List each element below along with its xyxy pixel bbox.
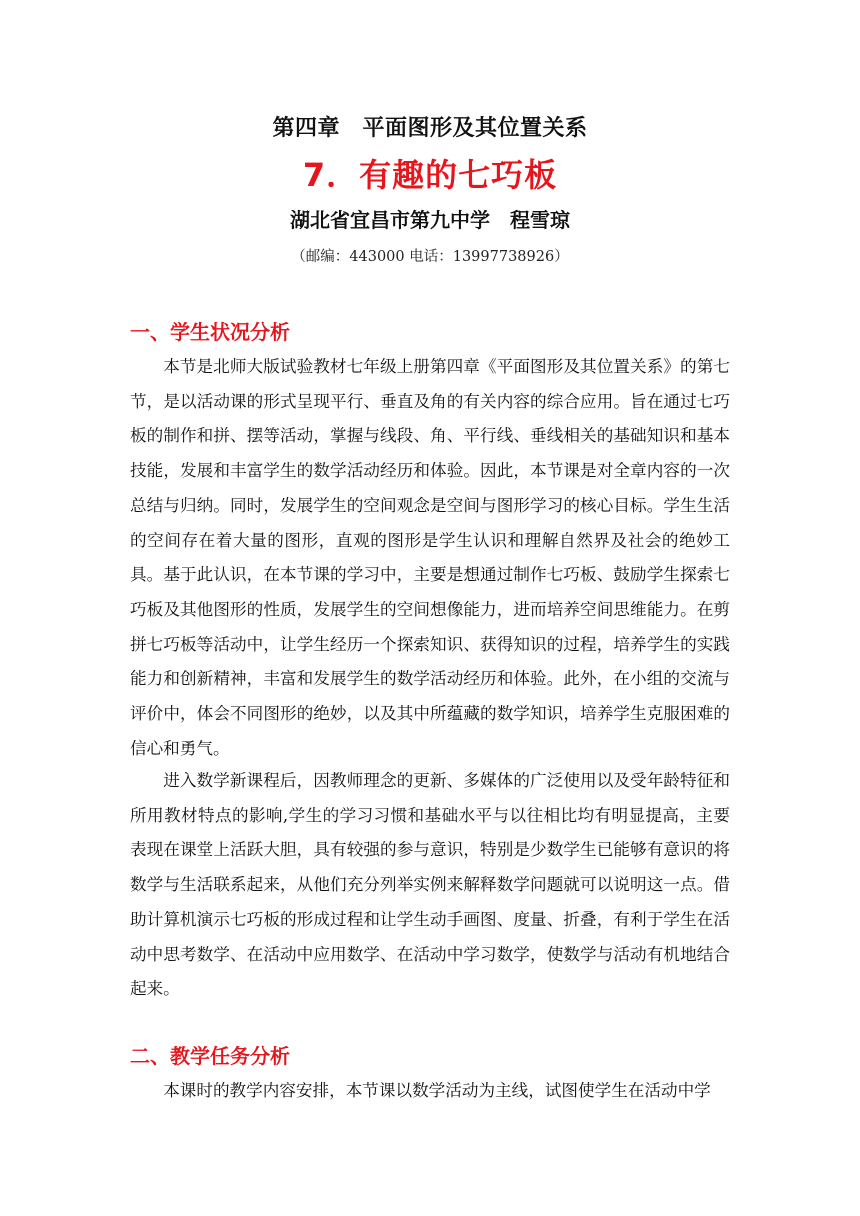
section-heading-student-analysis: 一、学生状况分析 [130,320,290,344]
paragraph: 本课时的教学内容安排，本节课以数学活动为主线，试图使学生在活动中学 [163,1081,711,1100]
chapter-heading: 第四章 平面图形及其位置关系 [272,116,588,141]
contact-info: （邮编：443000 电话：13997738926） [291,249,569,265]
paragraph: 本节是北师大版试验教材七年级上册第四章《平面图形及其位置关系》的第七节，是以活动课的形式呈现平行、垂直及角的有关内容的综合应用。旨在通过七巧板的制作和拼、摆等活动，掌握与线段、角、平行线、垂线相关的基础知识和基本技能，发展和丰富学生的数学活动经历和体验。因此，本节课是对全章内容的一次总结与归纳。同时，发展学生的空间观念是空间与图形学习的核心目标。学生生活的空间存在着大量的图形，直观的图形是学生认识和理解自然界及社会的绝妙工具。基于此认识，在本节课的学习中，主要是想通过制作七巧板、鼓励学生探索七巧板及其他图形的性质，发展学生的空间想像能力，进而培养空间思维能力。在剪拼七巧板等活动中，让学生经历一个探索知识、获得知识的过程，培养学生的实践能力和创新精神，丰富和发展学生的数学活动经历和体验。此外，在小组的交流与评价中，体会不同图形的绝妙，以及其中所蕴藏的数学知识，培养学生克服困难的信心和勇气。 [130,357,730,758]
author-line: 湖北省宜昌市第九中学 程雪琼 [290,208,570,232]
paragraph: 进入数学新课程后，因教师理念的更新、多媒体的广泛使用以及受年龄特征和所用教材特点的影响,学生的学习习惯和基础水平与以往相比均有明显提高，主要表现在课堂上活跃大胆，具有较强的参与意识，特别是少数学生已能够有意识的将数学与生活联系起来，从他们充分列举实例来解释数学问题就可以说明这一点。借助计算机演示七巧板的形成过程和让学生动手画图、度量、折叠，有利于学生在活动中思考数学、在活动中应用数学、在活动中学习数学，使数学与活动有机地结合起来。 [130,771,730,999]
section-heading-task-analysis: 二、教学任务分析 [130,1044,290,1068]
lesson-title: 7．有趣的七巧板 [302,156,558,194]
